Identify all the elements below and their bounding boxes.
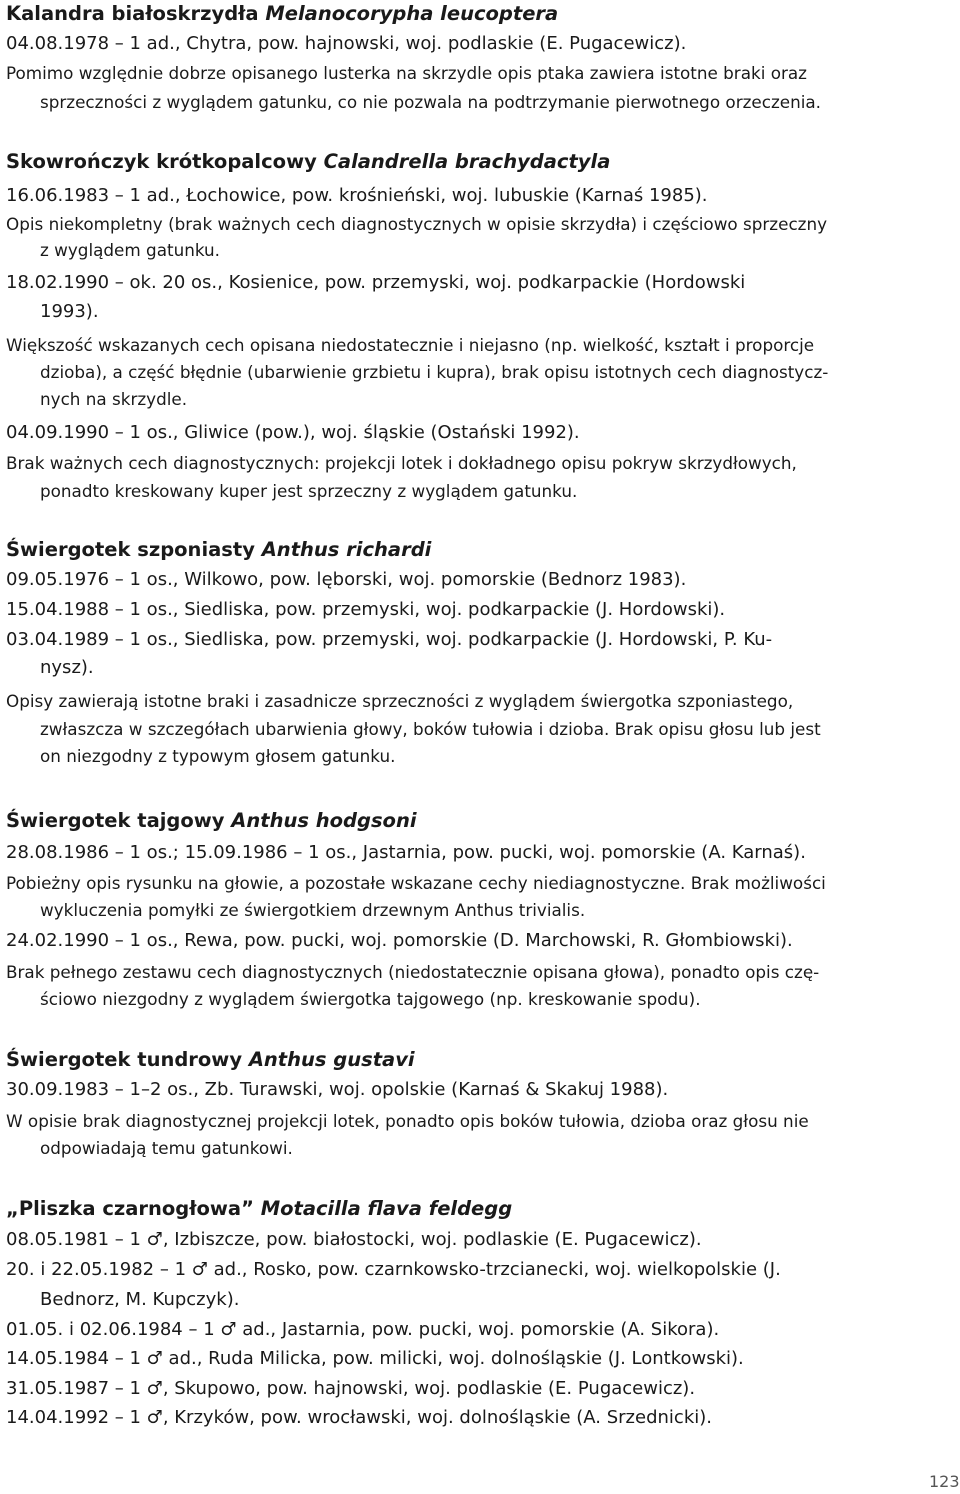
record-line: 1993). bbox=[40, 301, 99, 322]
species-latin-name: Motacilla flava feldegg bbox=[260, 1197, 513, 1220]
species-title bbox=[6, 1048, 415, 1072]
description-line: Brak ważnych cech diagnostycznych: projekcji lotek i dokładnego opisu pokryw skrzydłowych, bbox=[6, 453, 797, 473]
species-common-name: Świergotek szponiasty bbox=[6, 538, 255, 561]
record-line: 28.08.1986 – 1 os.; 15.09.1986 – 1 os., Jastarnia, pow. pucki, woj. pomorskie (A. Karnaś). bbox=[6, 842, 806, 863]
record-line: 04.08.1978 – 1 ad., Chytra, pow. hajnowski, woj. podlaskie (E. Pugacewicz). bbox=[6, 33, 687, 54]
species-latin-name: Calandrella brachydactyla bbox=[323, 150, 611, 173]
description-line: Większość wskazanych cech opisana niedostatecznie i niejasno (np. wielkość, kształt i proporcje bbox=[6, 335, 815, 355]
description-line: Opis niekompletny (brak ważnych cech diagnostycznych w opisie skrzydła) i częściowo sprzeczny bbox=[6, 214, 828, 234]
description-line: W opisie brak diagnostycznej projekcji lotek, ponadto opis boków tułowia, dzioba oraz głosu nie bbox=[6, 1111, 809, 1131]
species-common-name: Kalandra białoskrzydła bbox=[6, 2, 259, 25]
species-common-name: Skowrończyk krótkopalcowy bbox=[6, 150, 317, 173]
record-line: nysz). bbox=[40, 657, 94, 678]
description-line: Pomimo względnie dobrze opisanego lusterka na skrzydle opis ptaka zawiera istotne braki oraz bbox=[6, 63, 807, 83]
record-line: 31.05.1987 – 1 ♂, Skupowo, pow. hajnowski, woj. podlaskie (E. Pugacewicz). bbox=[6, 1378, 696, 1399]
description-line: z wyglądem gatunku. bbox=[40, 240, 221, 260]
description-line: on niezgodny z typowym głosem gatunku. bbox=[40, 746, 396, 766]
record-line: 24.02.1990 – 1 os., Rewa, pow. pucki, woj. pomorskie (D. Marchowski, R. Głombiowski). bbox=[6, 930, 793, 951]
description-line: zwłaszcza w szczegółach ubarwienia głowy, boków tułowia i dzioba. Brak opisu głosu lub jest bbox=[40, 719, 821, 739]
species-common-name: Świergotek tajgowy bbox=[6, 809, 225, 832]
record-line: 03.04.1989 – 1 os., Siedliska, pow. przemyski, woj. podkarpackie (J. Hordowski, P. Ku- bbox=[6, 629, 773, 650]
record-line: 09.05.1976 – 1 os., Wilkowo, pow. lęborski, woj. pomorskie (Bednorz 1983). bbox=[6, 569, 687, 590]
record-line: 15.04.1988 – 1 os., Siedliska, pow. przemyski, woj. podkarpackie (J. Hordowski). bbox=[6, 599, 726, 620]
description-line: wykluczenia pomyłki ze świergotkiem drzewnym Anthus trivialis. bbox=[40, 900, 586, 920]
description-line: Opisy zawierają istotne braki i zasadnicze sprzeczności z wyglądem świergotka szponiastego, bbox=[6, 691, 794, 711]
description-line: nych na skrzydle. bbox=[40, 389, 188, 409]
species-latin-name: Melanocorypha leucoptera bbox=[265, 2, 559, 25]
species-common-name: „Pliszka czarnogłowa” bbox=[6, 1197, 254, 1220]
species-title bbox=[6, 150, 610, 174]
description-line: Brak pełnego zestawu cech diagnostycznych (niedostatecznie opisana głowa), ponadto opis czę- bbox=[6, 962, 820, 982]
record-line: 01.05. i 02.06.1984 – 1 ♂ ad., Jastarnia, pow. pucki, woj. pomorskie (A. Sikora). bbox=[6, 1319, 720, 1340]
description-line: Pobieżny opis rysunku na głowie, a pozostałe wskazane cechy niediagnostyczne. Brak możliwości bbox=[6, 873, 826, 893]
species-latin-name: Anthus richardi bbox=[261, 538, 432, 561]
species-title bbox=[6, 538, 431, 562]
description-line: sprzeczności z wyglądem gatunku, co nie pozwala na podtrzymanie pierwotnego orzeczenia. bbox=[40, 92, 822, 112]
record-line: 14.05.1984 – 1 ♂ ad., Ruda Milicka, pow. milicki, woj. dolnośląskie (J. Lontkowski). bbox=[6, 1348, 744, 1369]
record-line: Bednorz, M. Kupczyk). bbox=[40, 1289, 240, 1310]
record-line: 14.04.1992 – 1 ♂, Krzyków, pow. wrocławski, woj. dolnośląskie (A. Srzednicki). bbox=[6, 1407, 712, 1428]
description-line: ściowo niezgodny z wyglądem świergotka tajgowego (np. kreskowanie spodu). bbox=[40, 989, 701, 1009]
record-line: 08.05.1981 – 1 ♂, Izbiszcze, pow. białostocki, woj. podlaskie (E. Pugacewicz). bbox=[6, 1229, 702, 1250]
record-line: 16.06.1983 – 1 ad., Łochowice, pow. krośnieński, woj. lubuskie (Karnaś 1985). bbox=[6, 185, 708, 206]
species-common-name: Świergotek tundrowy bbox=[6, 1048, 243, 1071]
species-latin-name: Anthus gustavi bbox=[248, 1048, 415, 1071]
document-page bbox=[6, 0, 960, 1494]
species-title bbox=[6, 1197, 512, 1221]
record-line: 18.02.1990 – ok. 20 os., Kosienice, pow. przemyski, woj. podkarpackie (Hordowski bbox=[6, 272, 746, 293]
species-title bbox=[6, 809, 417, 833]
page-number: 123 bbox=[929, 1472, 960, 1491]
record-line: 04.09.1990 – 1 os., Gliwice (pow.), woj. śląskie (Ostański 1992). bbox=[6, 422, 580, 443]
record-line: 30.09.1983 – 1–2 os., Zb. Turawski, woj. opolskie (Karnaś & Skakuj 1988). bbox=[6, 1079, 669, 1100]
description-line: odpowiadają temu gatunkowi. bbox=[40, 1138, 293, 1158]
record-line: 20. i 22.05.1982 – 1 ♂ ad., Rosko, pow. czarnkowsko-trzcianecki, woj. wielkopolskie (J. bbox=[6, 1259, 781, 1280]
species-title bbox=[6, 2, 558, 26]
description-line: dzioba), a część błędnie (ubarwienie grzbietu i kupra), brak opisu istotnych cech diagnostycz- bbox=[40, 362, 829, 382]
description-line: ponadto kreskowany kuper jest sprzeczny z wyglądem gatunku. bbox=[40, 481, 578, 501]
species-latin-name: Anthus hodgsoni bbox=[231, 809, 417, 832]
